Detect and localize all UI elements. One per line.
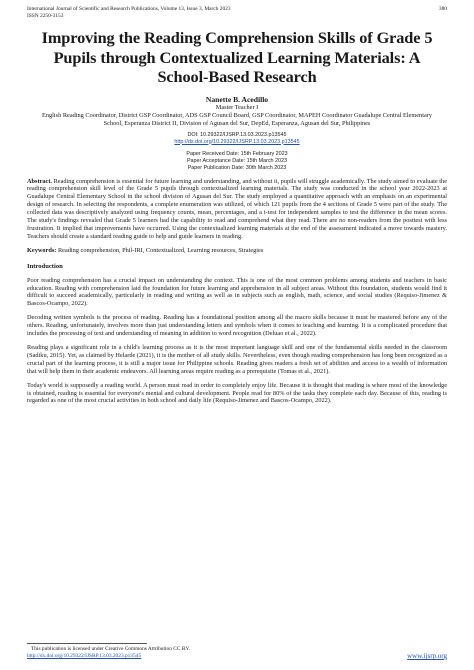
abstract-label: Abstract. (27, 177, 53, 185)
doi-label: DOI: 10.29322/IJSRP.13.03.2023.p13545 (187, 131, 287, 138)
received-date: Paper Received Date: 15th February 2023 (186, 150, 288, 157)
footer-rule (27, 643, 147, 644)
publication-date: Paper Publication Date: 30th March 2023 (187, 164, 287, 171)
paper-dates (27, 151, 447, 172)
issn: ISSN 2250-3153 (27, 13, 64, 19)
footer-doi-link[interactable]: http://dx.doi.org/10.29322/IJSRP.13.03.2023.p13545 (27, 653, 142, 659)
license-note: This publication is licensed under Creative Commons Attribution CC BY. (31, 646, 190, 652)
author-position: Master Teacher I (215, 103, 259, 111)
abstract (27, 178, 447, 241)
page-number: 380 (438, 6, 447, 12)
journal-line: International Journal of Scientific and Research Publications, Volume 13, Issue 3, March 2023 (27, 6, 231, 12)
author-affiliation: English Reading Coordinator, District GSP Coordinator, ADS GSP Council Board, GSP Coordinator, MAPEH Coordinator Guadalupe Central Elementary School, Esperanza District II, Division of Agusan del Sur, DepEd, Esperanza, Agusan del Sur, Philippines (42, 111, 432, 127)
doi-block (27, 132, 447, 146)
intro-paragraph: Poor reading comprehension has a crucial impact on understanding the context. This is one of the most common problems among students and teachers in basic education. Reading with comprehension laid the foundation for future learning and apprehension in all subject areas. Without this foundation, students would find it difficult to succeed academically, particularly in reading and writing as well as in subjects such as english, math, science, and social studies (Requiso-Jimenez & Bascos-Ocampo, 2022). (27, 276, 447, 308)
intro-paragraph: Reading plays a significant role in a child's learning process as it is the most important language skill and one of the fundamental skills needed in the classroom (Sadiku, 2015). Yet, as claimed by Helarde (2021), it is the mother of all study skills. Nevertheless, even though reading comprehension has long been recognized as a crucial part of the learning process, it is still a major issue for Philippine schools. Reading gives readers a fresh set of abilities and access to a wealth of information that will help them in their academic endeavors. All learning areas require reading as a prerequisite (Tomas et al., 2021). (27, 344, 447, 375)
doi-link[interactable]: http://dx.doi.org/10.29322/IJSRP.13.03.2023.p13545 (174, 138, 300, 145)
acceptance-date: Paper Acceptance Date: 15th March 2023 (186, 157, 288, 164)
author-name: Nanette B. Acedillo (205, 94, 269, 104)
intro-paragraph: Today's world is supposedly a reading world. A person must read in order to completely enjoy life. Because it is thought that reading is where most of the knowledge is obtained, reading is essential for everyone's mental and cultural development. People read for 80% of the tasks they complete each day. Because of this, reading is regarded as one of the most crucial activities in both school and daily life (Requiso-Jimenez and Bascos-Ocampo, 2022). (27, 381, 447, 405)
page-footer (27, 643, 447, 660)
keywords (27, 247, 447, 255)
paper-title: Improving the Reading Comprehension Skills of Grade 5 Pupils through Contextualized Learning Materials: A School-Based Research (41, 28, 433, 86)
intro-paragraph: Decoding written symbols is the process of reading. Reading has a foundational position among all the macro skills because it must be mastered before any of the others. Reading, unfortunately, involves more than just understanding letters and symbols when it comes to teaching and learning. It is a complicated procedure that includes the processing of text and understanding of meaning in addition to word recognition (Deluao et al., 2022). (27, 314, 447, 338)
running-header (27, 6, 447, 20)
keywords-label: Keywords: (27, 246, 57, 254)
section-heading-introduction: Introduction (27, 262, 63, 270)
journal-site-link[interactable]: www.ijsrp.org (407, 652, 447, 660)
keywords-text: Reading comprehension, Phil-IRI, Contextualized, Learning resources, Strategies (56, 246, 264, 254)
abstract-text: Reading comprehension is essential for future learning and understanding, and without it, pupils will struggle academically. The study aimed to evaluate the reading comprehension skill level of the Grade 5 pupils through contextualized learning materials. The study was conducted in the school year 2022-2023 at Guadalupe Central Elementary School in the school division of Agusan del Sur. The study employed a quantitative approach with an emphasis on an experimental design of research. In selecting the respondents, a complete enumeration was utilized, of which 121 pupils from the 4 sections of Grade 5 were part of the study. The collected data was descriptively analyzed using frequency counts, mean, percentages, and a t-test for independent samples to test the difference in the mean scores. The study's findings revealed that Grade 5 learners had the capability to read and comprehend what they read. There are no non-readers from the posttest with less frustration. It implied that improvements have occurred. Using the contextualized learning materials at the end of the assessment indicated a move towards mastery. Teachers should create a standard reading guide to help and guide learners in reading. (27, 177, 447, 240)
